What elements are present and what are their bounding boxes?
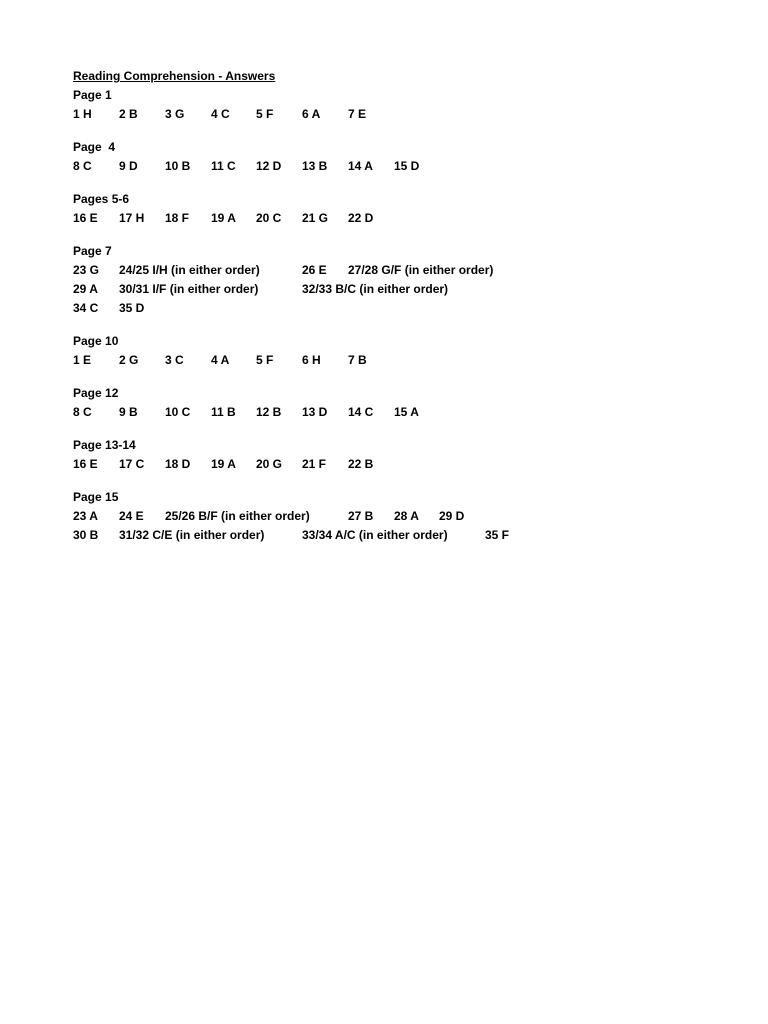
answer-entry: 19 A bbox=[211, 457, 236, 471]
answer-line bbox=[73, 280, 733, 299]
answer-line bbox=[73, 261, 733, 280]
document-title: Reading Comprehension - Answers bbox=[73, 69, 276, 83]
section-heading: Page 13-14 bbox=[73, 438, 136, 452]
answer-entry: 35 D bbox=[119, 301, 145, 315]
answer-entry: 24/25 I/H (in either order) bbox=[119, 263, 260, 277]
section-heading: Page 4 bbox=[73, 140, 116, 154]
answer-entry: 12 B bbox=[256, 405, 282, 419]
section-gap bbox=[73, 124, 733, 138]
answer-entry: 16 E bbox=[73, 211, 98, 225]
answer-entry: 1 E bbox=[73, 353, 92, 367]
answer-entry: 22 D bbox=[348, 211, 374, 225]
section-gap bbox=[73, 370, 733, 384]
answer-entry: 12 D bbox=[256, 159, 282, 173]
answer-entry: 22 B bbox=[348, 457, 374, 471]
answer-line bbox=[73, 157, 733, 176]
section-heading: Page 7 bbox=[73, 244, 112, 258]
answer-entry: 20 G bbox=[256, 457, 283, 471]
answer-entry: 7 B bbox=[348, 353, 367, 367]
answer-entry: 11 B bbox=[211, 405, 236, 419]
section-heading: Page 1 bbox=[73, 88, 112, 102]
answer-entry: 5 F bbox=[256, 107, 274, 121]
section-heading: Pages 5-6 bbox=[73, 192, 130, 206]
answer-entry: 32/33 B/C (in either order) bbox=[302, 282, 449, 296]
answer-entry: 34 C bbox=[73, 301, 99, 315]
section-gap bbox=[73, 474, 733, 488]
answer-entry: 29 A bbox=[73, 282, 98, 296]
section-heading: Page 12 bbox=[73, 386, 119, 400]
answer-line bbox=[73, 351, 733, 370]
answer-entry: 14 A bbox=[348, 159, 373, 173]
answer-line bbox=[73, 403, 733, 422]
answer-sections bbox=[73, 86, 733, 545]
answer-entry: 15 A bbox=[394, 405, 419, 419]
answer-entry: 1 H bbox=[73, 107, 92, 121]
answer-entry: 16 E bbox=[73, 457, 98, 471]
answer-entry: 30 B bbox=[73, 528, 99, 542]
answer-section bbox=[73, 384, 733, 422]
answer-line bbox=[73, 105, 733, 124]
answer-entry: 17 H bbox=[119, 211, 145, 225]
answer-entry: 23 G bbox=[73, 263, 100, 277]
answer-entry: 4 A bbox=[211, 353, 230, 367]
section-gap bbox=[73, 176, 733, 190]
answer-entry: 21 F bbox=[302, 457, 327, 471]
answer-entry: 30/31 I/F (in either order) bbox=[119, 282, 259, 296]
answer-entry: 5 F bbox=[256, 353, 274, 367]
answer-entry: 18 D bbox=[165, 457, 191, 471]
answer-line bbox=[73, 299, 733, 318]
answer-key-document bbox=[73, 67, 733, 545]
answer-entry: 6 A bbox=[302, 107, 321, 121]
answer-section bbox=[73, 242, 733, 318]
answer-entry: 19 A bbox=[211, 211, 236, 225]
answer-entry: 15 D bbox=[394, 159, 420, 173]
answer-entry: 8 C bbox=[73, 405, 92, 419]
answer-entry: 29 D bbox=[439, 509, 465, 523]
answer-entry: 3 C bbox=[165, 353, 184, 367]
answer-entry: 27 B bbox=[348, 509, 374, 523]
answer-entry: 4 C bbox=[211, 107, 230, 121]
section-gap bbox=[73, 422, 733, 436]
answer-entry: 18 F bbox=[165, 211, 190, 225]
answer-entry: 28 A bbox=[394, 509, 419, 523]
answer-entry: 7 E bbox=[348, 107, 367, 121]
answer-entry: 24 E bbox=[119, 509, 144, 523]
section-gap bbox=[73, 318, 733, 332]
answer-entry: 13 B bbox=[302, 159, 328, 173]
answer-entry: 17 C bbox=[119, 457, 145, 471]
answer-line bbox=[73, 455, 733, 474]
section-gap bbox=[73, 228, 733, 242]
answer-section bbox=[73, 332, 733, 370]
answer-entry: 31/32 C/E (in either order) bbox=[119, 528, 265, 542]
answer-section bbox=[73, 436, 733, 474]
answer-entry: 8 C bbox=[73, 159, 92, 173]
answer-section bbox=[73, 488, 733, 545]
answer-entry: 2 G bbox=[119, 353, 139, 367]
answer-entry: 23 A bbox=[73, 509, 98, 523]
answer-line bbox=[73, 209, 733, 228]
answer-line bbox=[73, 507, 733, 526]
answer-section bbox=[73, 190, 733, 228]
section-heading: Page 15 bbox=[73, 490, 119, 504]
section-heading: Page 10 bbox=[73, 334, 119, 348]
answer-entry: 9 B bbox=[119, 405, 138, 419]
answer-entry: 13 D bbox=[302, 405, 328, 419]
answer-entry: 2 B bbox=[119, 107, 138, 121]
answer-entry: 11 C bbox=[211, 159, 236, 173]
answer-entry: 27/28 G/F (in either order) bbox=[348, 263, 494, 277]
answer-section bbox=[73, 138, 733, 176]
answer-entry: 10 B bbox=[165, 159, 191, 173]
answer-entry: 3 G bbox=[165, 107, 185, 121]
answer-entry: 6 H bbox=[302, 353, 321, 367]
answer-entry: 10 C bbox=[165, 405, 191, 419]
answer-entry: 33/34 A/C (in either order) bbox=[302, 528, 448, 542]
answer-entry: 25/26 B/F (in either order) bbox=[165, 509, 310, 523]
answer-entry: 14 C bbox=[348, 405, 374, 419]
answer-entry: 26 E bbox=[302, 263, 327, 277]
answer-entry: 20 C bbox=[256, 211, 282, 225]
answer-line bbox=[73, 526, 733, 545]
answer-section bbox=[73, 86, 733, 124]
answer-entry: 9 D bbox=[119, 159, 138, 173]
answer-entry: 35 F bbox=[485, 528, 510, 542]
answer-entry: 21 G bbox=[302, 211, 329, 225]
